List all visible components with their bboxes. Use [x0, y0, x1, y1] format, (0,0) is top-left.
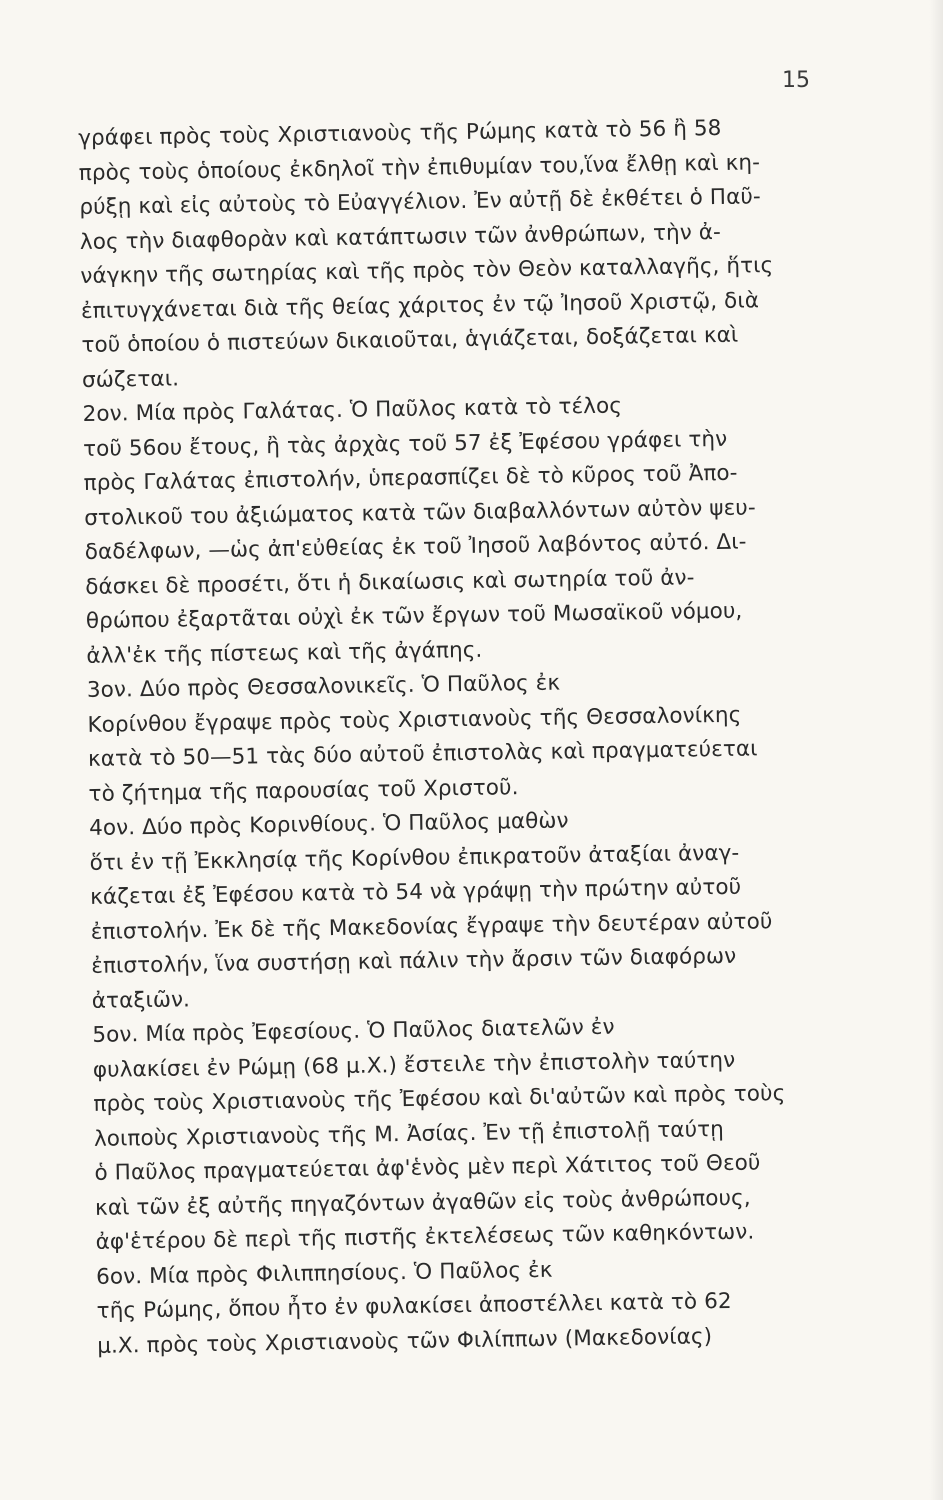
text-line: φυλακίσει ἐν Ρώμῃ (68 μ.Χ.) ἔστειλε τὴν ἐπιστολὴν ταύτην	[92, 1047, 736, 1083]
text-line: λοιποὺς Χριστιανοὺς τῆς Μ. Ἀσίας. Ἐν τῇ ἐπιστολῇ ταύτῃ	[93, 1116, 725, 1152]
text-line: τοῦ ὁποίου ὁ πιστεύων δικαιοῦται, ἁγιάζεται, δοξάζεται καὶ	[81, 322, 739, 358]
text-line: ἐπιστολήν. Ἐκ δὲ τῆς Μακεδονίας ἔγραψε τὴν δευτέραν αὐτοῦ	[90, 908, 773, 945]
page-number: 15	[782, 68, 810, 93]
text-line: ἀφ'ἑτέρου δὲ περὶ τῆς πιστῆς ἐκτελέσεως τῶν καθηκόντων.	[95, 1219, 755, 1255]
text-line: ἀλλ'ἐκ τῆς πίστεως καὶ τῆς ἀγάπης.	[86, 637, 483, 669]
text-line: λος τὴν διαφθορὰν καὶ κατάπτωσιν τῶν ἀνθρώπων, τὴν ἀ-	[79, 219, 722, 255]
text-line: σώζεται.	[81, 365, 180, 393]
text-line: ἐπιστολήν, ἵνα συστήσῃ καὶ πάλιν τὴν ἄρσιν τῶν διαφόρων	[91, 943, 737, 979]
section-heading-line: 3ον. Δύο πρὸς Θεσσαλονικεῖς. Ὁ Παῦλος ἐκ	[86, 670, 561, 703]
text-line: μ.Χ. πρὸς τοὺς Χριστιανοὺς τῶν Φιλίππων (Μακεδονίας)	[97, 1323, 713, 1359]
text-line: πρὸς τοὺς ὁποίους ἐκδηλοῖ τὴν ἐπιθυμίαν του,ἵνα ἔλθῃ καὶ κη-	[78, 149, 761, 186]
text-line: ὅτι ἐν τῇ Ἐκκλησίᾳ τῆς Κορίνθου ἐπικρατοῦν ἀταξίαι ἀναγ-	[89, 840, 740, 876]
text-line: τῆς Ρώμης, ὅπου ἦτο ἐν φυλακίσει ἀποστέλλει κατὰ τὸ 62	[96, 1288, 732, 1324]
text-line: ἐπιτυγχάνεται διὰ τῆς θείας χάριτος ἐν τῷ Ἰησοῦ Χριστῷ, διὰ	[80, 287, 760, 324]
text-line: δαδέλφων, —ὡς ἀπ'εὐθείας ἐκ τοῦ Ἰησοῦ λαβόντος αὐτό. Δι-	[84, 529, 747, 565]
section-heading-line: 6ον. Μία πρὸς Φιλιππησίους. Ὁ Παῦλος ἐκ	[95, 1257, 553, 1290]
text-line: πρὸς Γαλάτας ἐπιστολήν, ὑπερασπίζει δὲ τὸ κῦρος τοῦ Ἀπο-	[83, 460, 738, 496]
text-line: γράφει πρὸς τοὺς Χριστιανοὺς τῆς Ρώμης κατὰ τὸ 56 ἢ 58	[78, 115, 722, 151]
text-line: κατὰ τὸ 50—51 τὰς δύο αὐτοῦ ἐπιστολὰς καὶ πραγματεύεται	[87, 736, 758, 772]
text-line: ὁ Παῦλος πραγματεύεται ἀφ'ἑνὸς μὲν περὶ Χάτιτος τοῦ Θεοῦ	[94, 1150, 761, 1186]
text-line: στολικοῦ του ἀξιώματος κατὰ τῶν διαβαλλόντων αὐτὸν ψευ-	[84, 494, 756, 531]
text-line: ρύξῃ καὶ εἰς αὐτοὺς τὸ Εὐαγγέλιον. Ἐν αὐτῇ δὲ ἐκθέτει ὁ Παῦ-	[79, 184, 761, 220]
text-line: τοῦ 56ου ἔτους, ἢ τὰς ἀρχὰς τοῦ 57 ἐξ Ἐφέσου γράφει τὴν	[82, 426, 728, 462]
text-line: καὶ τῶν ἐξ αὐτῆς πηγαζόντων ἀγαθῶν εἰς τοὺς ἀνθρώπους,	[94, 1185, 751, 1221]
section-heading-line: 4ον. Δύο πρὸς Κορινθίους. Ὁ Παῦλος μαθὼν	[88, 808, 569, 841]
text-line: νάγκην τῆς σωτηρίας καὶ τῆς πρὸς τὸν Θεὸν καταλλαγῆς, ἥτις	[80, 253, 774, 289]
text-line: Κορίνθου ἔγραψε πρὸς τοὺς Χριστιανοὺς τῆς Θεσσαλονίκης	[87, 702, 742, 738]
text-line: δάσκει δὲ προσέτι, ὅτι ἡ δικαίωσις καὶ σωτηρία τοῦ ἀν-	[85, 564, 695, 600]
section-heading-line: 5ον. Μία πρὸς Ἐφεσίους. Ὁ Παῦλος διατελῶν ἐν	[92, 1014, 615, 1048]
text-line: θρώπου ἐξαρτᾶται οὐχὶ ἐκ τῶν ἔργων τοῦ Μωσαϊκοῦ νόμου,	[85, 598, 743, 634]
section-heading-line: 2ον. Μία πρὸς Γαλάτας. Ὁ Παῦλος κατὰ τὸ τέλος	[82, 393, 623, 427]
page-edge-shadow	[929, 0, 943, 1500]
body-text	[78, 110, 877, 1364]
text-line: πρὸς τοὺς Χριστιανοὺς τῆς Ἐφέσου καὶ δι'αὐτῶν καὶ πρὸς τοὺς	[93, 1081, 786, 1117]
text-line: τὸ ζήτημα τῆς παρουσίας τοῦ Χριστοῦ.	[88, 774, 519, 807]
text-line: ἀταξιῶν.	[91, 986, 191, 1014]
text-line: κάζεται ἐξ Ἐφέσου κατὰ τὸ 54 νὰ γράψῃ τὴν πρώτην αὐτοῦ	[89, 874, 742, 910]
